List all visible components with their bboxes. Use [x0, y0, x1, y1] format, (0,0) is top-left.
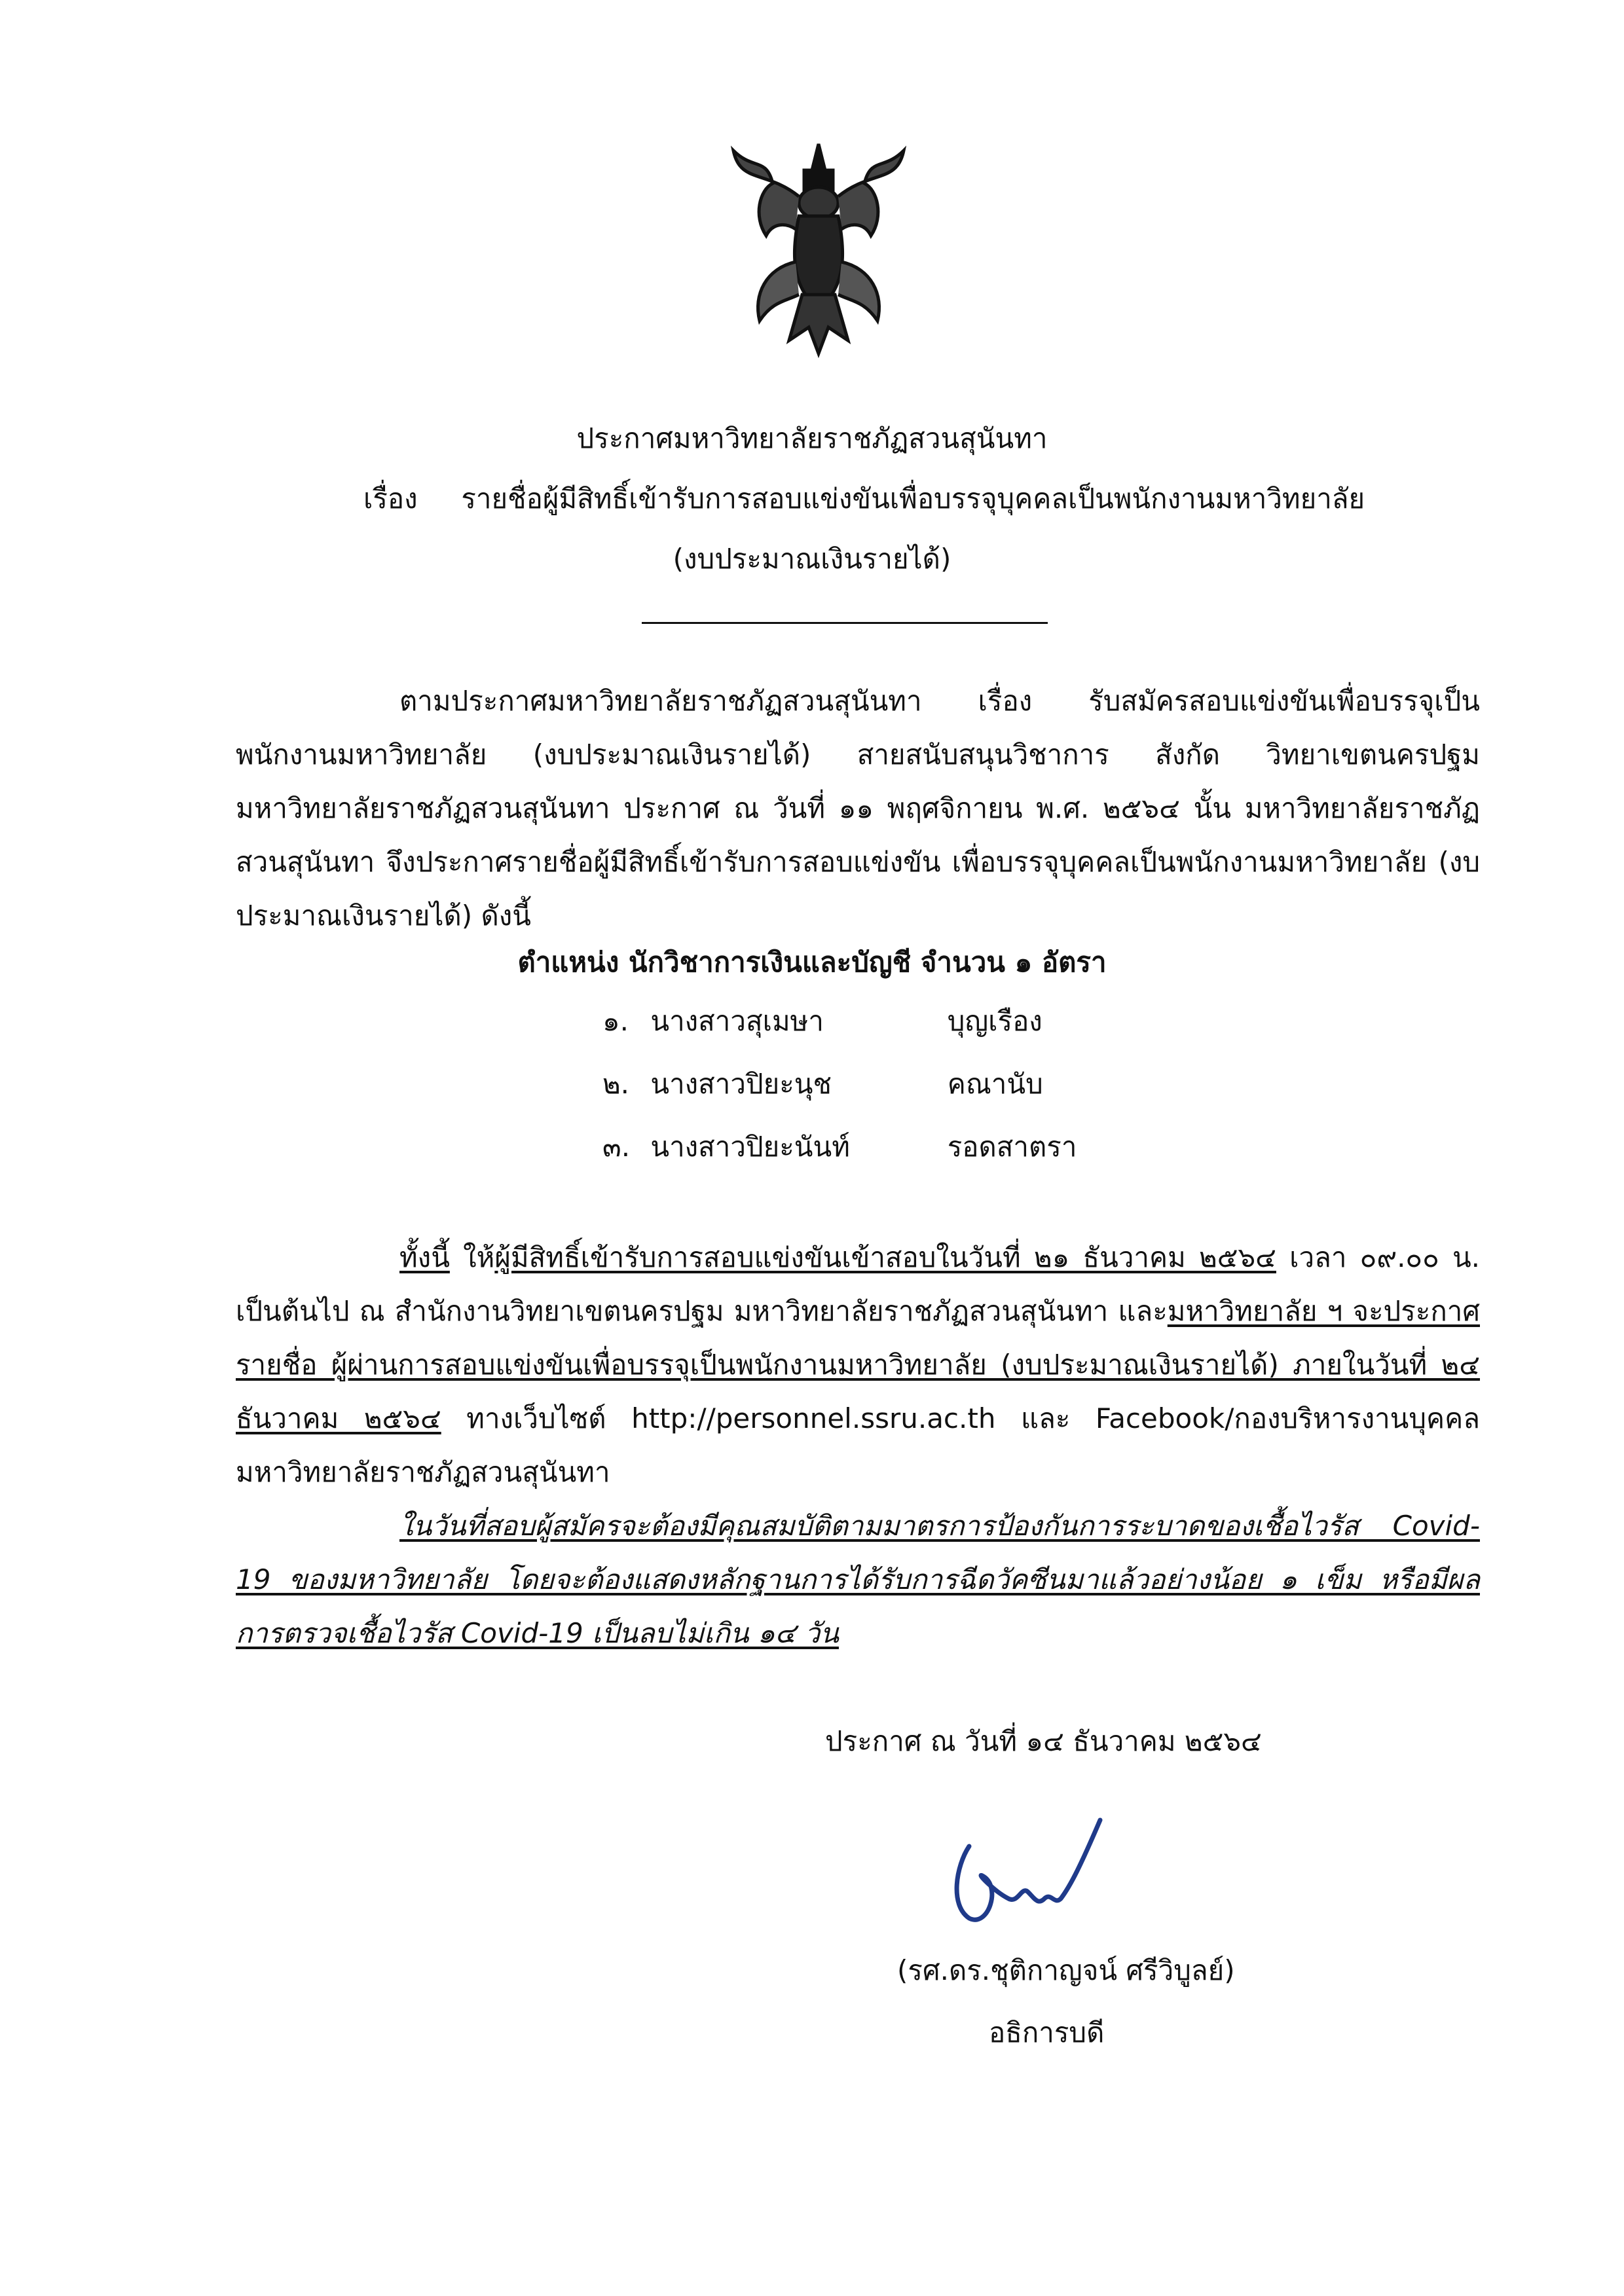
header-divider: [642, 622, 1048, 624]
exam-details-paragraph: [236, 1231, 1480, 1499]
announcement-title: ประกาศมหาวิทยาลัยราชภัฏสวนสุนันทา: [576, 422, 1048, 454]
signatory-title: อธิการบดี: [989, 2016, 1105, 2049]
intro-paragraph: [236, 674, 1480, 943]
candidate-first-name: นางสาวปิยะนุช: [650, 1068, 832, 1100]
signature-image: [930, 1807, 1153, 1944]
candidate-row: [602, 1127, 1077, 1167]
candidate-row: [602, 1002, 1043, 1041]
candidate-last-name: รอดสาตรา: [947, 1131, 1077, 1163]
candidate-first-name: นางสาวปิยะนันท์: [650, 1131, 850, 1163]
exam-note-lead: ทั้งนี้: [399, 1241, 450, 1273]
exam-text-2: เวลา ๐๙.๐๐ น. เป็นต้นไป ณ สำนักงานวิทยาเขตนครปฐม มหาวิทยาลัยราชภัฏสวนสุนันทา และ: [236, 1241, 1481, 1327]
candidate-row: [602, 1065, 1043, 1104]
position-heading: ตำแหน่ง นักวิชาการเงินและบัญชี จำนวน ๑ อัตรา: [517, 946, 1107, 978]
subject-text: รายชื่อผู้มีสิทธิ์เข้ารับการสอบแข่งขันเพื่อบรรจุบุคคลเป็นพนักงานมหาวิทยาลัย: [461, 483, 1365, 515]
result-announcement: มหาวิทยาลัย ฯ จะประกาศรายชื่อ ผู้ผ่านการสอบแข่งขันเพื่อบรรจุเป็นพนักงานมหาวิทยาลัย (งบประมาณเงินรายได้) ภายในวันที่ ๒๔ ธันวาคม ๒๕๖๔: [236, 1295, 1480, 1434]
candidate-first-name: นางสาวสุเมษา: [650, 1005, 824, 1037]
exam-text-1: ให้: [449, 1241, 495, 1273]
covid-requirement-text: ในวันที่สอบผู้สมัครจะต้องมีคุณสมบัติตามมาตรการป้องกันการระบาดของเชื้อไวรัส Covid-19 ของมหาวิทยาลัย โดยจะต้องแสดงหลักฐานการได้รับการฉีดวัคซีนมาแล้วอย่างน้อย ๑ เข็ม หรือมีผลการตรวจเชื้อไวรัส Covid-19 เป็นลบไม่เกิน ๑๔ วัน: [236, 1510, 1480, 1649]
candidate-number: ๓.: [602, 1131, 631, 1163]
announcement-date: ประกาศ ณ วันที่ ๑๔ ธันวาคม ๒๕๖๔: [825, 1725, 1262, 1757]
candidate-number: ๑.: [602, 1005, 629, 1037]
garuda-emblem-icon: [727, 131, 910, 360]
subject-line: [363, 479, 1365, 519]
candidate-last-name: คณานับ: [947, 1068, 1043, 1100]
subject-sub: (งบประมาณเงินรายได้): [673, 543, 951, 575]
candidate-number: ๒.: [602, 1068, 630, 1100]
covid-requirement-paragraph: [236, 1499, 1480, 1660]
candidate-last-name: บุญเรือง: [947, 1005, 1043, 1037]
exam-text-3: ทางเว็บไซต์ http://personnel.ssru.ac.th และ Facebook/กองบริหารงานบุคคลมหาวิทยาลัยราชภัฏสวนสุนันทา: [236, 1402, 1480, 1488]
signatory-name: (รศ.ดร.ชุติกาญจน์ ศรีวิบูลย์): [897, 1954, 1235, 1986]
exam-date: ผู้มีสิทธิ์เข้ารับการสอบแข่งขันเข้าสอบในวันที่ ๒๑ ธันวาคม ๒๕๖๔: [494, 1241, 1276, 1273]
intro-text: ตามประกาศมหาวิทยาลัยราชภัฏสวนสุนันทา เรื่อง รับสมัครสอบแข่งขันเพื่อบรรจุเป็นพนักงานมหาวิทยาลัย (งบประมาณเงินรายได้) สายสนับสนุนวิชาการ สังกัด วิทยาเขตนครปฐม มหาวิทยาลัยราชภัฏสวนสุนันทา ประกาศ ณ วันที่ ๑๑ พฤศจิกายน พ.ศ. ๒๕๖๔ นั้น มหาวิทยาลัยราชภัฏสวนสุนันทา จึงประกาศรายชื่อผู้มีสิทธิ์เข้ารับการสอบแข่งขัน เพื่อบรรจุบุคคลเป็นพนักงานมหาวิทยาลัย (งบประมาณเงินรายได้) ดังนี้: [236, 685, 1480, 932]
subject-label: เรื่อง: [363, 483, 418, 515]
